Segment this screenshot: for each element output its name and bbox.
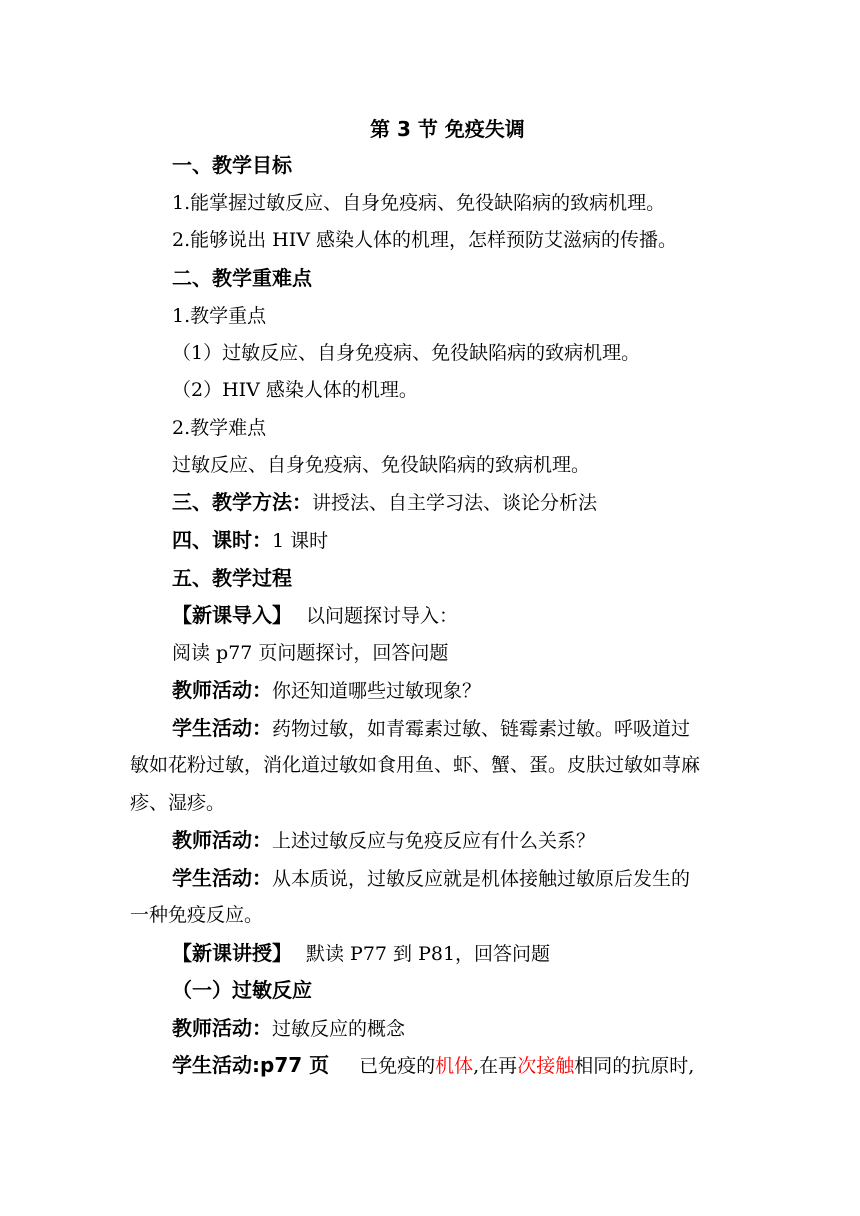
methods-label: 三、教学方法： — [172, 490, 312, 514]
page-title: 第 3 节 免疫失调 — [370, 117, 525, 141]
teacher-text: 你还知道哪些过敏现象？ — [272, 680, 482, 702]
read-instruction: 阅读 p77 页问题探讨，回答问题 — [172, 642, 449, 664]
student-label: 学生活动： — [172, 716, 272, 740]
student-label: 学生活动： — [172, 866, 272, 890]
student-activity-1-cont: 敏如花粉过敏，消化道过敏如食用鱼、虾、蟹、蛋。皮肤过敏如荨麻 — [130, 754, 701, 776]
lecture-line — [172, 940, 550, 967]
subsection-heading-allergy: （一）过敏反应 — [172, 978, 312, 1002]
teacher-label: 教师活动： — [172, 1016, 272, 1040]
student-label-page: 学生活动:p77 页 — [172, 1053, 330, 1077]
student-text-part: ,在再 — [473, 1055, 518, 1077]
intro-label: 【新课导入】 — [172, 603, 292, 627]
key-point-1: （1）过敏反应、自身免疫病、免役缺陷病的致病机理。 — [172, 342, 641, 364]
periods-text: 1 课时 — [272, 530, 329, 552]
student-text: 从本质说，过敏反应就是机体接触过敏原后发生的 — [272, 868, 691, 890]
teacher-label: 教师活动： — [172, 678, 272, 702]
student-text: 药物过敏，如青霉素过敏、链霉素过敏。呼吸道过 — [272, 718, 691, 740]
student-text-part: 已免疫的 — [359, 1055, 436, 1077]
student-activity-3 — [172, 1052, 694, 1079]
teacher-activity-2 — [172, 827, 595, 854]
periods-label: 四、课时： — [172, 528, 272, 552]
objective-1: 1.能掌握过敏反应、自身免疫病、免役缺陷病的致病机理。 — [172, 192, 666, 214]
teacher-activity-1 — [172, 677, 481, 704]
highlight-text: 机体 — [435, 1055, 474, 1077]
intro-text: 以问题探讨导入： — [306, 605, 459, 627]
objective-2: 2.能够说出 HIV 感染人体的机理，怎样预防艾滋病的传播。 — [172, 229, 678, 251]
intro-line — [172, 602, 458, 629]
periods-line — [172, 527, 328, 554]
student-activity-1 — [172, 715, 690, 742]
lecture-label: 【新课讲授】 — [172, 941, 292, 965]
difficult-point-1: 过敏反应、自身免疫病、免役缺陷病的致病机理。 — [172, 454, 591, 476]
highlight-text: 次接触 — [517, 1055, 575, 1077]
student-activity-2-cont: 一种免疫反应。 — [130, 904, 264, 926]
teacher-text: 上述过敏反应与免疫反应有什么关系？ — [272, 830, 596, 852]
methods-text: 讲授法、自主学习法、谈论分析法 — [312, 492, 598, 514]
methods-line — [172, 489, 597, 516]
teacher-text: 过敏反应的概念 — [272, 1018, 406, 1040]
lecture-text: 默读 P77 到 P81，回答问题 — [306, 943, 551, 965]
key-point-2: （2）HIV 感染人体的机理。 — [172, 379, 418, 401]
section-heading-objectives: 一、教学目标 — [172, 153, 292, 177]
student-activity-1-cont: 疹、湿疹。 — [130, 792, 226, 814]
teacher-activity-3 — [172, 1015, 405, 1042]
difficult-points-title: 2.教学难点 — [172, 417, 267, 439]
section-heading-process: 五、教学过程 — [172, 566, 292, 590]
section-heading-key-points: 二、教学重难点 — [172, 266, 312, 290]
key-points-title: 1.教学重点 — [172, 305, 267, 327]
student-text-part: 相同的抗原时, — [574, 1055, 695, 1077]
student-activity-2 — [172, 865, 690, 892]
teacher-label: 教师活动： — [172, 828, 272, 852]
